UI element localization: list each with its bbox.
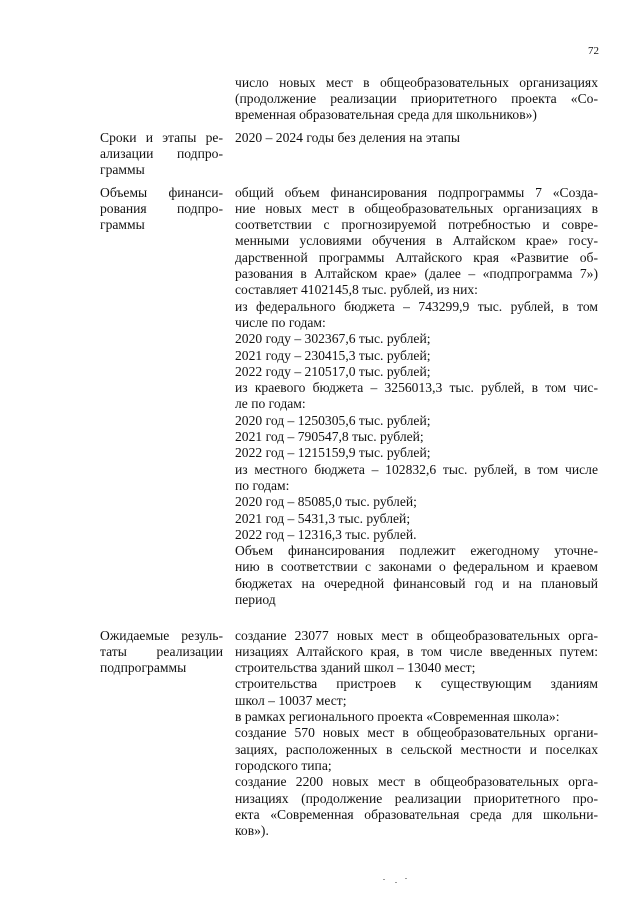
row-content-line: 2020 год – 85085,0 тыс. рублей; [235, 494, 417, 510]
row-content-line: общий объем финансирования подпрограммы 7 «Созда- [235, 184, 598, 200]
row-content-line: в рамках регионального проекта «Современная школа»: [235, 709, 560, 724]
row-content-line: разования в Алтайском крае» (далее – «подпрограмма 7») [235, 266, 598, 281]
row-content-line: 2020 году – 302367,6 тыс. рублей; [235, 331, 431, 347]
row-content-line: по годам: [235, 477, 290, 493]
row-content-line: ков»). [235, 823, 269, 839]
row-content-line: 2020 – 2024 годы без деления на этапы [235, 129, 461, 145]
row-label-line: Ожидаемые резуль- [100, 627, 223, 643]
row-content-line: 2020 год – 1250305,6 тыс. рублей; [235, 412, 431, 428]
scan-speck [383, 879, 385, 880]
row-content-line: из краевого бюджета – 3256013,3 тыс. рублей, в том чис- [235, 380, 598, 396]
row-content-line: 2022 год – 1215159,9 тыс. рублей; [235, 445, 431, 461]
row-content-line: число новых мест в общеобразовательных организациях [235, 74, 598, 90]
row-content-line: городского типа; [235, 757, 332, 773]
row-content-line: Объем финансирования подлежит ежегодному уточне- [235, 543, 598, 559]
row-label-line: граммы [100, 162, 145, 178]
row-label-line: рования подпро- [100, 200, 223, 216]
row-content-line: школ – 10037 мест; [235, 692, 347, 708]
row-content-line: (продолжение реализации приоритетного проекта «Со- [235, 90, 598, 106]
row-content-line: создание 570 новых мест в общеобразовательных органи- [235, 725, 598, 741]
row-content-line: временная образовательная среда для школьников») [235, 107, 537, 123]
row-content-line: 2022 году – 210517,0 тыс. рублей; [235, 363, 431, 379]
row-label-line: граммы [100, 217, 145, 233]
row-content-line: период [235, 592, 276, 607]
row-content-line: нию в соответствии с законами о федеральном и краевом [235, 559, 598, 575]
row-content-line: низациях (продолжение реализации приоритетного про- [235, 790, 598, 806]
row-content-line: низациях Алтайского края, в том числе введенных путем: [235, 643, 598, 659]
row-content-line: ле по годам: [235, 396, 306, 412]
row-label-line: Сроки и этапы ре- [100, 129, 223, 145]
row-content-line: строительства зданий школ – 13040 мест; [235, 660, 476, 676]
row-content-line: 2022 год – 12316,3 тыс. рублей. [235, 526, 417, 542]
row-label-line: Объемы финанси- [100, 184, 223, 200]
row-content-line: 2021 год – 5431,3 тыс. рублей; [235, 510, 411, 526]
scan-speck [395, 882, 397, 883]
row-content-line: бюджетах на очередной финансовый год и на плановый [235, 575, 598, 591]
row-content-line: соответствии с прогнозируемой потребностью и совре- [235, 217, 598, 233]
row-label-line: ализации подпро- [100, 145, 223, 161]
row-content-line: создание 23077 новых мест в общеобразовательных орга- [235, 627, 598, 643]
row-content-line: екта «Современная образовательная среда для школьни- [235, 806, 598, 822]
row-content-line: составляет 4102145,8 тыс. рублей, из них: [235, 282, 478, 298]
scan-speck [405, 878, 407, 879]
row-content-line: из местного бюджета – 102832,6 тыс. рублей, в том числе [235, 461, 598, 477]
row-content-line: числе по годам: [235, 314, 326, 330]
row-content-line: 2021 году – 230415,3 тыс. рублей; [235, 347, 431, 363]
row-content-line: зациях, расположенных в сельской местности и поселках [235, 741, 598, 757]
row-content-line: дарственной программы Алтайского края «Развитие об- [235, 249, 598, 265]
row-content-line: ние новых мест в общеобразовательных организациях в [235, 200, 598, 216]
row-content-line: 2021 год – 790547,8 тыс. рублей; [235, 429, 424, 444]
page-number: 72 [588, 45, 599, 57]
row-label-line: таты реализации [100, 643, 223, 659]
row-content-line: строительства пристроев к существующим зданиям [235, 676, 598, 692]
row-label-line: подпрограммы [100, 660, 187, 676]
row-content-line: создание 2200 новых мест в общеобразовательных орга- [235, 774, 598, 790]
row-content-line: менными условиями обучения в Алтайском крае» госу- [235, 233, 598, 249]
row-content-line: из федерального бюджета – 743299,9 тыс. рублей, в том [235, 298, 598, 314]
